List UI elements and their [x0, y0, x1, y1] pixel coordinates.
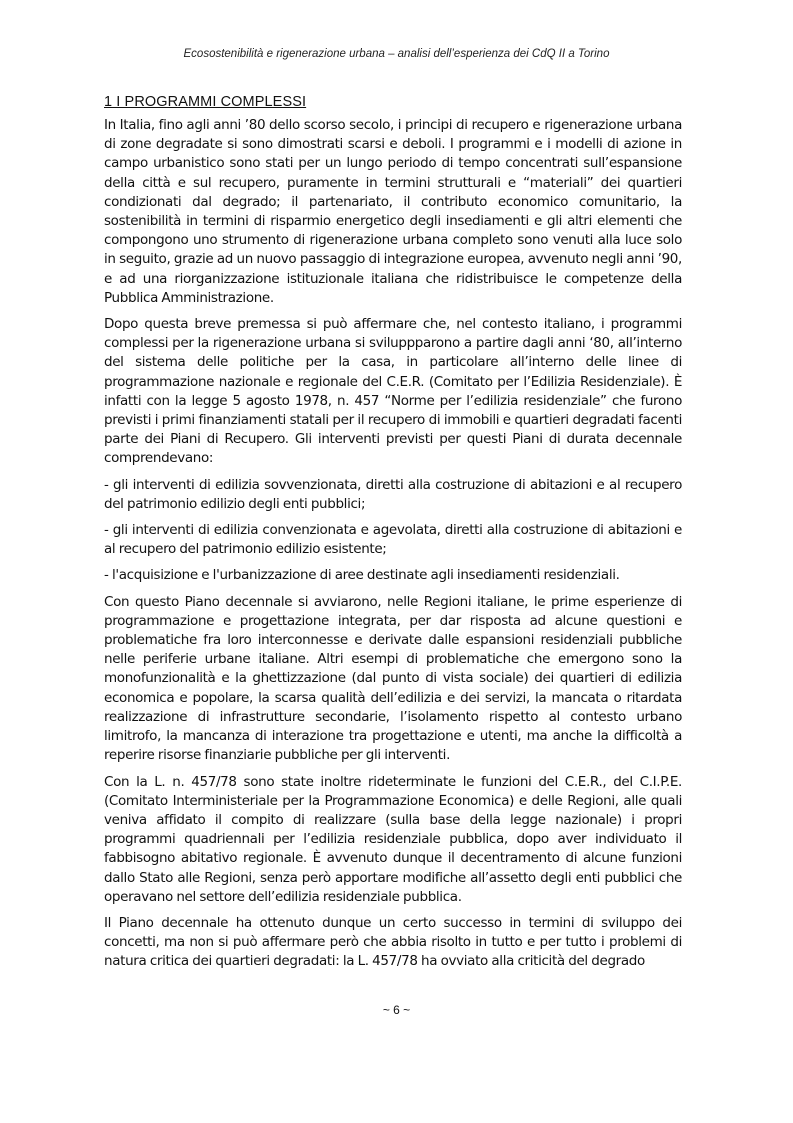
- list-item-2: - gli interventi di edilizia convenzionata e agevolata, diretti alla costruzione di abitazioni e al recupero del patrimonio edilizio esistente;: [104, 522, 682, 558]
- page-body: [104, 94, 682, 979]
- page-number: ~ 6 ~: [382, 1003, 411, 1017]
- paragraph-3: Con questo Piano decennale si avviarono, nelle Regioni italiane, le prime esperienze di programmazione e progettazione integrata, per dar risposta ad alcune questioni e problematiche fra loro interconnesse e derivate dalle espansioni residenziali pubbliche nelle periferie urbane italiane. Altri esempi di problematiche che emergono sono la monofunzionalità e la ghettizzazione (dal punto di vista sociale) dei quartieri di edilizia economica e popolare, la scarsa qualità dell’edilizia e dei servizi, la mancata o ritardata realizzazione di infrastrutture secondarie, l’isolamento rispetto al contesto urbano limitrofo, la mancanza di interazione tra progettazione e utenti, ma anche la difficoltà a reperire risorse finanziarie pubbliche per gli interventi.: [104, 593, 682, 764]
- paragraph-4: Con la L. n. 457/78 sono state inoltre rideterminate le funzioni del C.E.R., del C.I.P.E. (Comitato Interministeriale per la Programmazione Economica) e delle Regioni, alle quali veniva affidato il compito di realizzare (sulla base della legge nazionale) i propri programmi quadriennali per l’edilizia residenziale pubblica, dopo aver individuato il fabbisogno abitativo regionale. È avvenuto dunque il decentramento di alcune funzioni dallo Stato alle Regioni, senza però apportare modifiche all’assetto degli enti pubblici che operavano nel settore dell’edilizia residenziale pubblica.: [104, 773, 682, 905]
- list-item-1: - gli interventi di edilizia sovvenzionata, diretti alla costruzione di abitazioni e al recupero del patrimonio edilizio degli enti pubblici;: [104, 476, 682, 512]
- paragraph-1: In Italia, fino agli anni ’80 dello scorso secolo, i principi di recupero e rigenerazione urbana di zone degradate si sono dimostrati scarsi e deboli. I programmi e i modelli di azione in campo urbanistico sono stati per un lungo periodo di tempo concentrati sull’espansione della città e sul recupero, puramente in termini strutturali e “materiali” dei quartieri condizionati dal degrado; il partenariato, il contributo economico comunitario, la sostenibilità in termini di risparmio energetico degli insediamenti e gli altri elementi che compongono uno strumento di rigenerazione urbana completo sono venuti alla luce solo in seguito, grazie ad un nuovo passaggio di integrazione europea, avvenuto negli anni ’90, e ad una riorganizzazione istituzionale italiana che ridistribuisce le competenze della Pubblica Amministrazione.: [104, 117, 682, 306]
- running-header: Ecosostenibilità e rigenerazione urbana – analisi dell’esperienza dei CdQ II a Torino: [183, 48, 610, 60]
- paragraph-2: Dopo questa breve premessa si può affermare che, nel contesto italiano, i programmi complessi per la rigenerazione urbana si sviluppparono a partire dagli anni ‘80, all’interno del sistema delle politiche per la casa, in particolare all’interno delle linee di programmazione nazionale e regionale del C.E.R. (Comitato per l’Edilizia Residenziale). È infatti con la legge 5 agosto 1978, n. 457 “Norme per l’edilizia residenziale” che furono previsti i primi finanziamenti statali per il recupero di immobili e quartieri degradati facenti parte dei Piani di Recupero. Gli interventi previsti per questi Piani di durata decennale comprendevano:: [104, 316, 682, 467]
- section-title: 1 I PROGRAMMI COMPLESSI: [104, 94, 307, 110]
- list-item-3: - l'acquisizione e l'urbanizzazione di aree destinate agli insediamenti residenziali.: [104, 567, 620, 584]
- paragraph-5: Il Piano decennale ha ottenuto dunque un certo successo in termini di sviluppo dei concetti, ma non si può affermare però che abbia risolto in tutto e per tutto i problemi di natura critica dei quartieri degradati: la L. 457/78 ha ovviato alla criticità del degrado: [104, 914, 682, 970]
